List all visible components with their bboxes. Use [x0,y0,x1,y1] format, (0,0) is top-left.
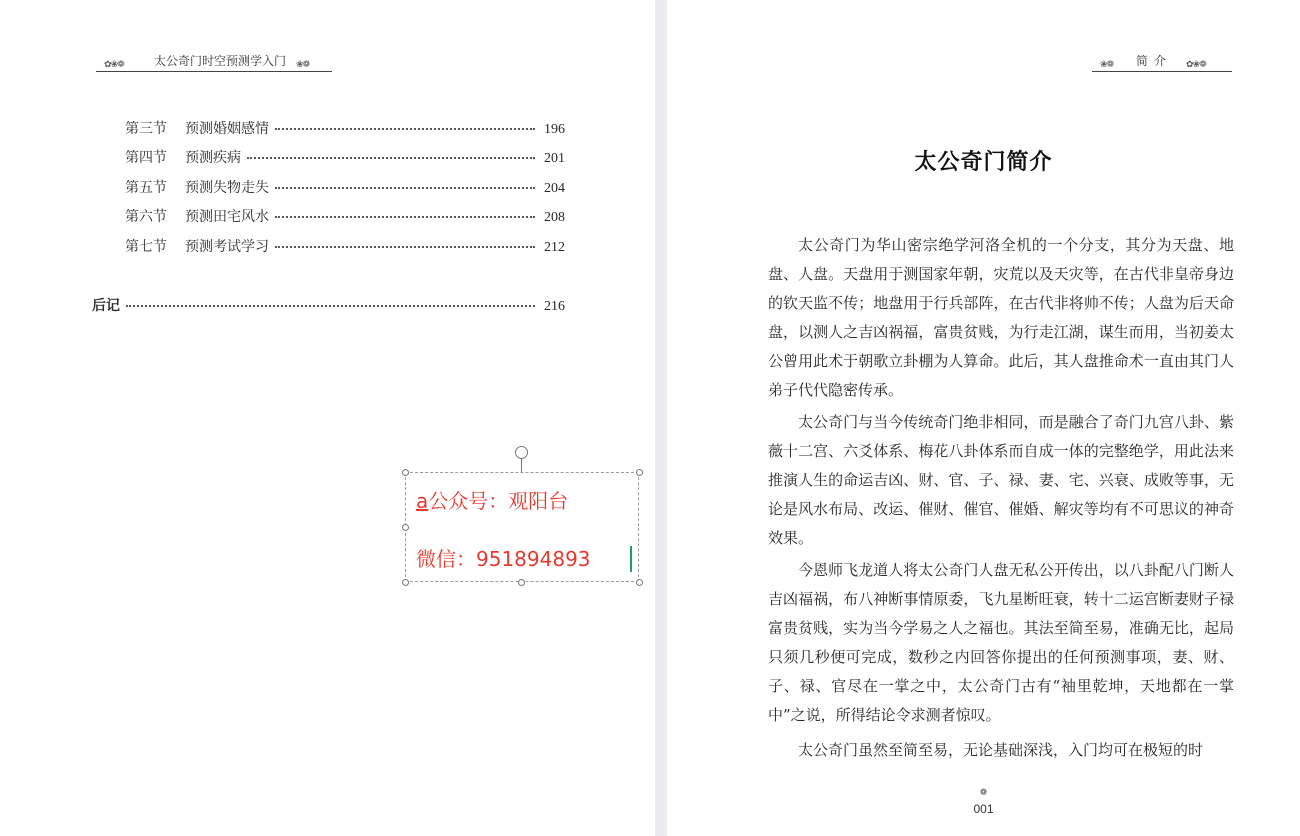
toc-title: 预测考试学习 [185,239,269,255]
toc-title: 预测疾病 [185,150,241,166]
toc-row[interactable] [125,206,565,226]
overlay-line-1[interactable] [416,485,568,514]
running-header-right [1092,48,1232,72]
toc-page: 216 [544,299,565,314]
header-ornament-icon: ❀❁ [296,60,310,70]
header-rule [1092,71,1232,72]
page-number: 001 [973,802,994,816]
toc-leader [126,305,535,307]
resize-handle-top-left[interactable] [402,469,409,476]
toc-page: 212 [544,240,565,255]
toc-row[interactable] [125,118,565,138]
page-number-ornament-icon: ❁ [979,788,988,798]
toc-row-afterword[interactable] [92,295,565,315]
toc-page: 208 [544,210,565,225]
toc-title: 预测婚姻感情 [185,121,269,137]
right-page [667,0,1300,836]
toc-title: 预测田宅风水 [185,209,269,225]
rotate-stem [521,458,522,472]
resize-handle-left[interactable] [402,524,409,531]
running-header-left [96,48,332,72]
resize-handle-bottom-right[interactable] [636,579,643,586]
running-header-left-title: 太公奇门时空预测学入门 [154,54,287,68]
toc-page: 196 [544,122,565,137]
rotate-handle[interactable] [515,446,528,459]
toc-section: 第六节 [125,209,167,225]
toc-leader [275,128,535,130]
resize-handle-bottom[interactable] [518,579,525,586]
overlay-text-box[interactable] [405,472,639,582]
toc-section: 第五节 [125,180,167,196]
toc-leader [275,187,535,189]
toc-title: 后记 [92,298,120,314]
toc-row[interactable] [125,177,565,197]
header-ornament-icon: ❀❁ [1100,60,1114,70]
toc-page: 204 [544,181,565,196]
paragraph: 太公奇门与当今传统奇门绝非相同，而是融合了奇门九宫八卦、紫薇十二宫、六爻体系、梅花八卦体系而自成一体的完整绝学，用此法来推演人生的命运吉凶、财、官、子、禄、妻、宅、兴衰、成败等事，无论是风水布局、改运、催财、催官、催婚、解灾等均有不可思议的神奇效果。 [768,413,1234,547]
paragraph: 太公奇门为华山密宗绝学河洛全机的一个分支，其分为天盘、地盘、人盘。天盘用于测国家年朝，灾荒以及天灾等，在古代非皇帝身边的钦天监不传；地盘用于行兵部阵，在古代非将帅不传；人盘为后天命盘，以测人之吉凶祸福，富贵贫贱，为行走江湖，谋生而用，当初姜太公曾用此术于朝歌立卦棚为人算命。此后，其人盘推命术一直由其门人弟子代代隐密传承。 [768,236,1234,399]
text-caret [630,546,632,572]
header-rule [96,71,332,72]
header-ornament-icon: ✿❀❁ [1186,60,1206,70]
toc-row[interactable] [125,236,565,256]
toc-section: 第三节 [125,121,167,137]
resize-handle-top-right[interactable] [636,469,643,476]
running-header-right-title: 简介 [1136,54,1173,68]
toc-leader [275,216,535,218]
paragraph: 今恩师飞龙道人将太公奇门人盘无私公开传出，以八卦配八门断人吉凶福祸，布八神断事情原委，飞九星断旺衰，转十二运宫断妻财子禄富贵贫贱，实为当今学易之人之福也。其法至简至易，准确无比，起局只须几秒便可完成，数秒之内回答你提出的任何预测事项，妻、财、子、禄、官尽在一掌之中，太公奇门古有“袖里乾坤，天地都在一掌中”之说，所得结论令求测者惊叹。 [768,561,1234,724]
toc-title: 预测失物走失 [185,180,269,196]
overlay-line-1-text: 公众号：观阳台 [428,489,569,513]
overlay-line-2[interactable]: 微信：951894893 [416,547,591,571]
toc-section: 第七节 [125,239,167,255]
toc-leader [247,157,535,159]
header-ornament-icon: ✿❀❁ [104,60,124,70]
resize-handle-bottom-left[interactable] [402,579,409,586]
toc-row[interactable] [125,147,565,167]
toc-page: 201 [544,151,565,166]
paragraph: 太公奇门虽然至简至易，无论基础深浅，入门均可在极短的时 [798,741,1204,759]
overlay-line-1-prefix: a [416,489,429,513]
doc-title: 太公奇门简介 [914,149,1053,175]
toc-section: 第四节 [125,150,167,166]
toc-leader [275,246,535,248]
